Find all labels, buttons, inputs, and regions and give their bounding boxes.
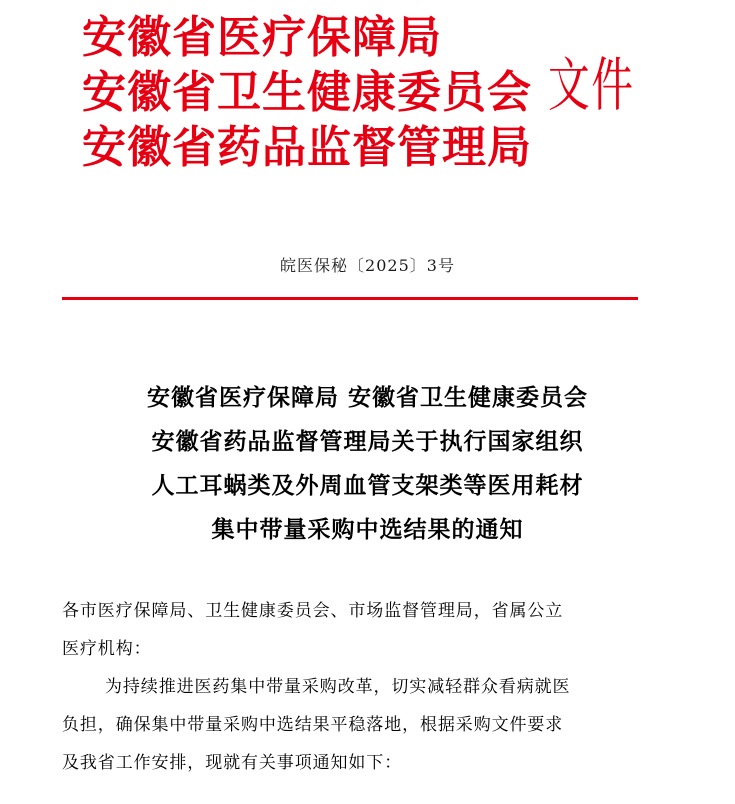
title-line: 安徽省医疗保障局 安徽省卫生健康委员会 — [146, 385, 588, 411]
title-line: 安徽省药品监督管理局关于执行国家组织 — [151, 429, 584, 455]
addressee-line: 各市医疗保障局、卫生健康委员会、市场监督管理局，省属公立 — [62, 601, 564, 621]
title-line: 集中带量采购中选结果的通知 — [211, 517, 524, 543]
issuer-name-health-commission: 安徽省卫生健康委员会 — [82, 67, 532, 118]
document-title — [0, 376, 735, 552]
document-body — [62, 592, 662, 782]
body-paragraph-line: 为持续推进医药集中带量采购改革，切实减轻群众看病就医 — [105, 677, 571, 697]
addressee-line: 医疗机构： — [62, 639, 152, 659]
title-line: 人工耳蜗类及外周血管支架类等医用耗材 — [151, 473, 584, 499]
body-paragraph-line: 负担，确保集中带量采购中选结果平稳落地，根据采购文件要求 — [62, 715, 564, 735]
red-separator-line — [62, 297, 638, 300]
issuer-name-healthcare-security: 安徽省医疗保障局 — [82, 12, 442, 63]
document-number: 皖医保秘〔2025〕3号 — [280, 256, 455, 275]
issuer-name-drug-administration: 安徽省药品监督管理局 — [82, 122, 532, 173]
document-type-label: 文件 — [548, 51, 635, 119]
body-paragraph-line: 及我省工作安排，现就有关事项通知如下： — [62, 753, 403, 773]
